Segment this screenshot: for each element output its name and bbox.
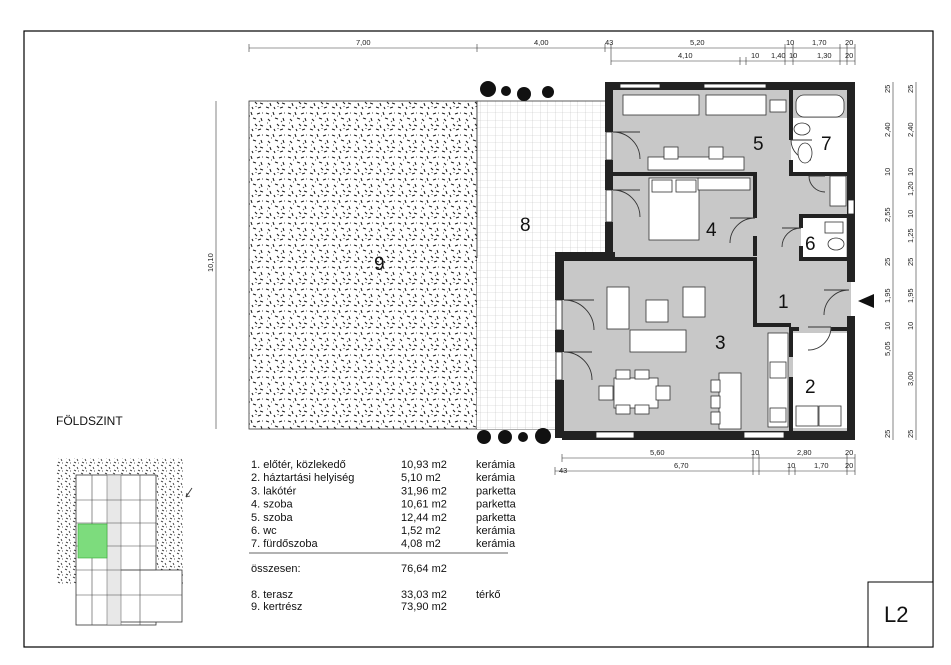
legend-total-label: összesen: <box>251 563 301 575</box>
svg-text:20: 20 <box>845 461 854 470</box>
svg-text:6,70: 6,70 <box>674 461 689 470</box>
entrance-arrow-icon <box>858 294 874 308</box>
svg-text:10: 10 <box>786 38 795 47</box>
legend-room-name: 2. háztartási helyiség <box>251 472 355 485</box>
svg-text:25: 25 <box>883 84 892 93</box>
garden-area <box>249 101 477 429</box>
legend-room-floor: kerámia <box>476 459 516 471</box>
svg-text:25: 25 <box>883 429 892 438</box>
svg-text:2,80: 2,80 <box>797 448 812 457</box>
svg-text:10: 10 <box>906 209 915 218</box>
legend-room-floor: parketta <box>476 485 516 498</box>
legend-room-name: 3. lakótér <box>251 485 297 498</box>
legend-room-floor: parketta <box>476 511 516 524</box>
room-label-4: 4 <box>706 220 717 241</box>
room-label-8: 8 <box>520 215 531 236</box>
svg-text:5,05: 5,05 <box>883 341 892 356</box>
right-dimension-texts-col1 <box>883 85 892 438</box>
legend-outdoor-name: 8. terasz <box>251 589 294 601</box>
svg-text:10: 10 <box>906 167 915 176</box>
legend-room-area: 10,93 m2 <box>401 459 447 471</box>
svg-text:4,00: 4,00 <box>534 38 549 47</box>
svg-text:1,25: 1,25 <box>906 228 915 243</box>
legend-room-area: 4,08 m2 <box>401 538 441 551</box>
legend-room-name: 4. szoba <box>251 498 293 511</box>
svg-text:1,40: 1,40 <box>771 51 786 60</box>
svg-text:7,00: 7,00 <box>356 38 371 47</box>
legend-room-floor: kerámia <box>476 472 516 485</box>
legend-outdoor-name: 9. kertrész <box>251 601 303 613</box>
svg-text:2,55: 2,55 <box>883 207 892 222</box>
svg-text:10: 10 <box>883 321 892 330</box>
svg-text:1,70: 1,70 <box>812 38 827 47</box>
svg-text:1,30: 1,30 <box>817 51 832 60</box>
legend-room-floor: kerámia <box>476 525 516 537</box>
bottom-dimensions <box>555 454 855 475</box>
legend-room-area: 10,61 m2 <box>401 498 447 511</box>
room-label-5: 5 <box>753 134 764 155</box>
key-plan-arrow-icon <box>186 488 192 497</box>
legend-room-name: 1. előtér, közlekedő <box>251 459 346 471</box>
unit-id: L2 <box>884 602 909 627</box>
level-label: FÖLDSZINT <box>56 414 123 428</box>
svg-text:3,00: 3,00 <box>906 371 915 386</box>
room-label-2: 2 <box>805 377 816 398</box>
svg-text:25: 25 <box>883 257 892 266</box>
svg-text:2,40: 2,40 <box>906 122 915 137</box>
svg-text:10: 10 <box>883 167 892 176</box>
svg-text:1,95: 1,95 <box>906 288 915 303</box>
legend-outdoor-area: 33,03 m2 <box>401 589 447 601</box>
svg-text:20: 20 <box>845 38 854 47</box>
room-label-7: 7 <box>821 134 832 155</box>
svg-text:20: 20 <box>845 448 854 457</box>
legend-room-floor: parketta <box>476 498 516 511</box>
svg-text:25: 25 <box>906 84 915 93</box>
legend-outdoor-floor: térkő <box>476 589 501 601</box>
svg-text:25: 25 <box>906 257 915 266</box>
svg-text:25: 25 <box>906 429 915 438</box>
legend-total-area: 76,64 m2 <box>401 563 447 575</box>
svg-text:4,10: 4,10 <box>678 51 693 60</box>
legend-room-name: 6. wc <box>251 525 277 537</box>
svg-text:20: 20 <box>845 51 854 60</box>
svg-text:1,70: 1,70 <box>814 461 829 470</box>
legend-room-floor: kerámia <box>476 538 516 551</box>
svg-text:10: 10 <box>906 321 915 330</box>
left-dimension-text: 10,10 <box>206 253 215 272</box>
room-label-3: 3 <box>715 333 726 354</box>
terrace-area-lower <box>477 258 562 429</box>
legend-room-area: 5,10 m2 <box>401 472 441 485</box>
svg-text:43: 43 <box>559 466 568 475</box>
legend-room-area: 12,44 m2 <box>401 511 447 524</box>
room-label-9: 9 <box>374 254 385 275</box>
svg-text:5,20: 5,20 <box>690 38 705 47</box>
top-dimension-texts <box>356 38 853 60</box>
right-dimension-texts-col2 <box>906 85 915 438</box>
svg-text:10: 10 <box>789 51 798 60</box>
top-dimensions <box>249 44 855 65</box>
legend-outdoor-area: 73,90 m2 <box>401 601 447 613</box>
legend-room-name: 7. fürdőszoba <box>251 538 318 551</box>
svg-text:43: 43 <box>605 38 614 47</box>
legend-room-name: 5. szoba <box>251 511 293 524</box>
legend-room-area: 31,96 m2 <box>401 485 447 498</box>
svg-text:10: 10 <box>751 51 760 60</box>
svg-text:5,60: 5,60 <box>650 448 665 457</box>
svg-text:1,20: 1,20 <box>906 181 915 196</box>
room-label-6: 6 <box>805 234 816 255</box>
area-legend <box>251 459 517 613</box>
svg-text:10: 10 <box>787 461 796 470</box>
svg-text:1,95: 1,95 <box>883 288 892 303</box>
key-plan-highlight <box>78 524 107 558</box>
key-plan <box>56 458 192 625</box>
room-label-1: 1 <box>778 292 789 313</box>
legend-room-area: 1,52 m2 <box>401 525 441 537</box>
svg-text:2,40: 2,40 <box>883 122 892 137</box>
svg-text:10: 10 <box>751 448 760 457</box>
